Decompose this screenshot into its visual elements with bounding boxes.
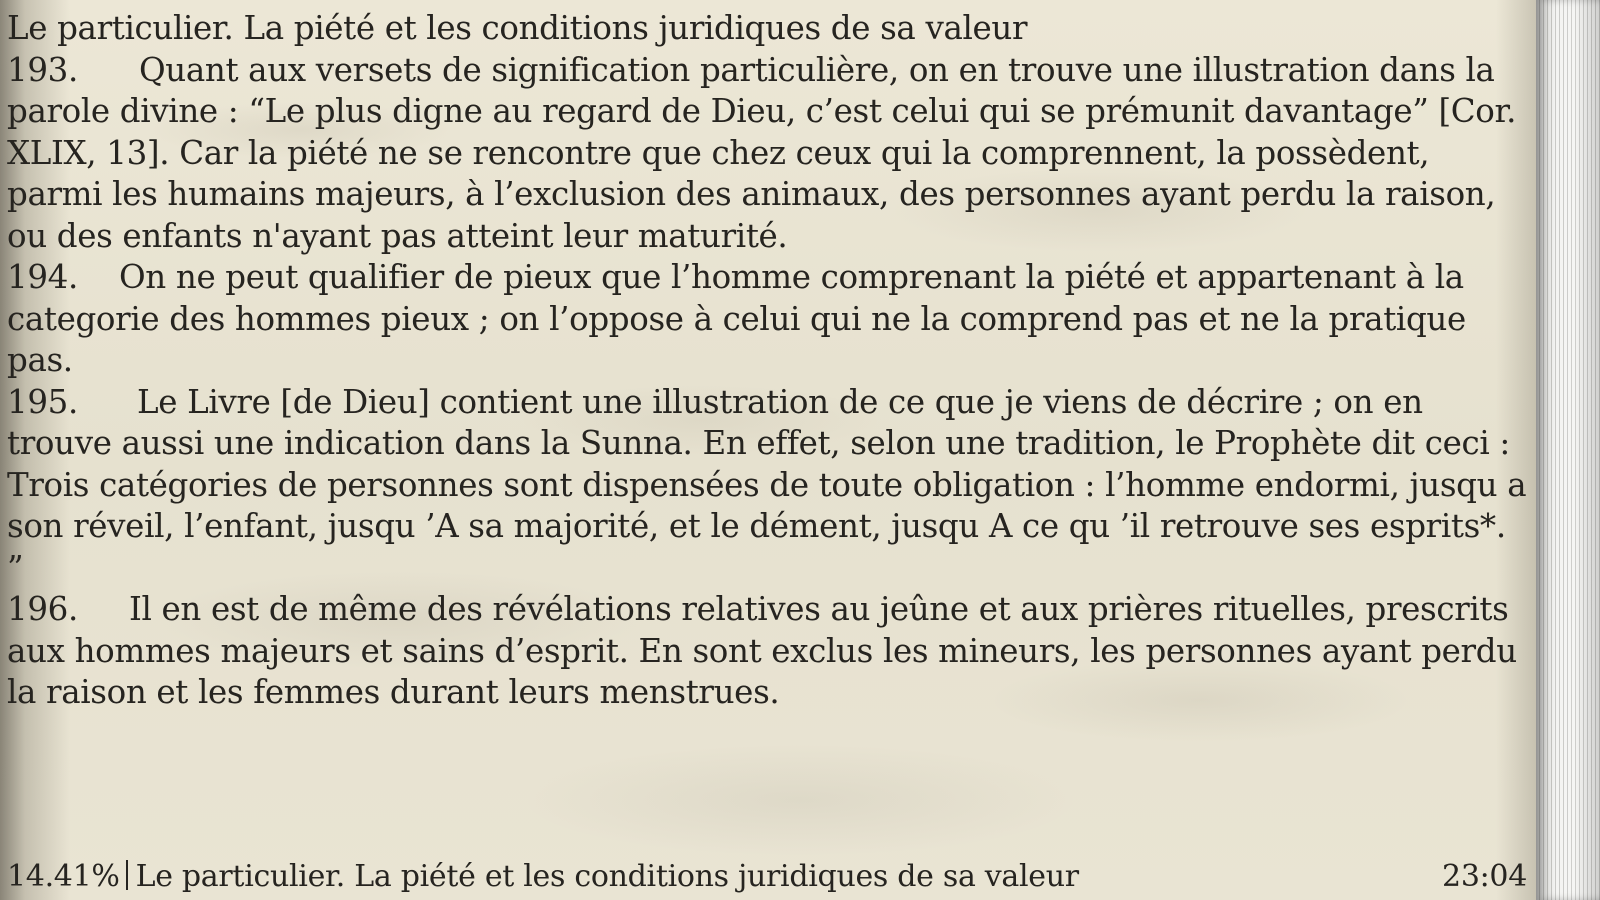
chapter-title: Le particulier. La piété et les conditions juridiques de sa valeur [135, 859, 1079, 894]
paragraph-196 [7, 589, 1532, 714]
paragraph-text: Quant aux versets de signification particulière, on en trouve une illustration dans la parole divine : “Le plus digne au regard de Dieu, c’est celui qui se prémunit davantage” [Cor. XLIX, 13]. Car la piété ne se rencontre que chez ceux qui la comprennent, la possèdent, parmi les humains majeurs, à l’exclusion des animaux, des personnes ayant perdu la raison, ou des enfants n'ayant pas atteint leur maturité. [7, 50, 1517, 255]
paragraph-number: 195. [7, 382, 78, 421]
paragraph-number: 194. [7, 258, 78, 296]
paragraph-195 [7, 382, 1532, 590]
paragraph-number: 196. [7, 590, 78, 628]
clock: 23:04 [1442, 859, 1527, 894]
status-footer [7, 858, 1527, 898]
section-heading: Le particulier. La piété et les conditions juridiques de sa valeur [7, 9, 1028, 47]
paragraph-193 [7, 50, 1532, 258]
reading-progress: 14.41% [7, 859, 120, 894]
page-stack-edge[interactable] [1536, 0, 1600, 900]
footer-separator [126, 860, 128, 890]
page-text [7, 8, 1532, 768]
paragraph-number: 193. [7, 50, 78, 89]
paragraph-text: On ne peut qualifier de pieux que l’homme comprenant la piété et appartenant à la categorie des hommes pieux ; on l’oppose à celui qui ne la comprend pas et ne la pratique pas. [7, 258, 1466, 379]
paragraph-194 [7, 257, 1532, 382]
paragraph-text: Il en est de même des révélations relatives au jeûne et aux prières rituelles, prescrits aux hommes majeurs et sains d’esprit. En sont exclus les mineurs, les personnes ayant perdu la raison et les femmes durant leurs menstrues. [7, 590, 1517, 711]
paragraph-text: Le Livre [de Dieu] contient une illustration de ce que je viens de décrire ; on en trouve aussi une indication dans la Sunna. En effet, selon une tradition, le Prophète dit ceci : Trois catégories de personnes sont dispensées de toute obligation : l’homme endormi, jusqu a son réveil, l’enfant, jusqu ’A sa majorité, et le dément, jusqu A ce qu ’il retrouve ses esprits*. ” [7, 382, 1527, 587]
